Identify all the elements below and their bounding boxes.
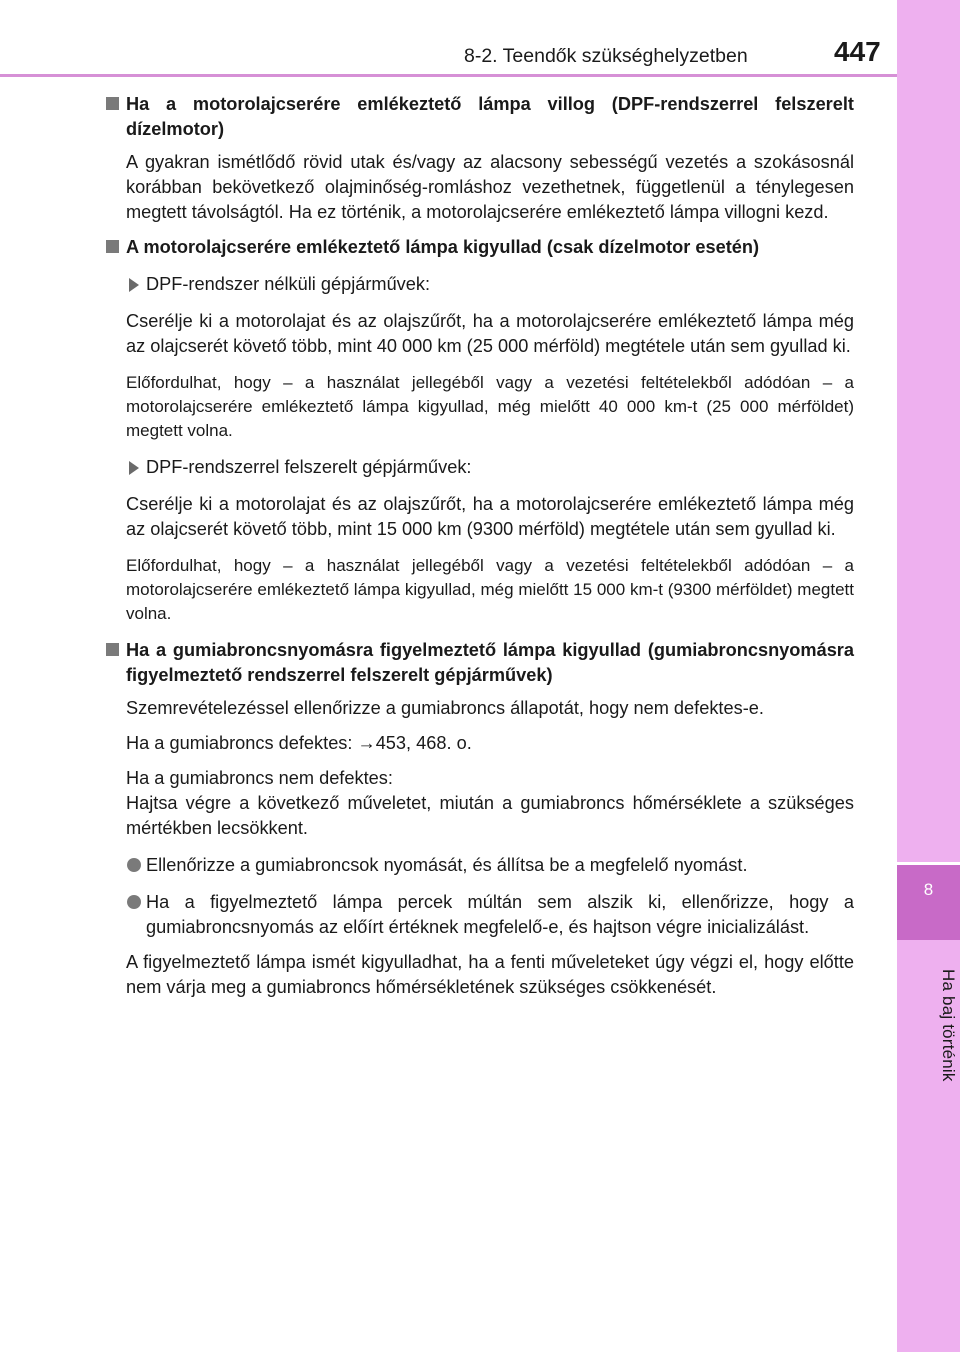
list-item [104, 853, 854, 878]
paragraph: Cserélje ki a motorolajat és az olajszűrőt, ha a motorolajcserére emlékeztető lámpa még az olajcserét követő több, mint 40 000 km (25 000 mérföld) megtétele után sem gyullad ki. [126, 311, 854, 356]
chapter-title: Ha baj történik [939, 968, 958, 1082]
chapter-tab-active[interactable] [897, 865, 960, 940]
subheading-text: DPF-rendszerrel felszerelt gépjárművek: [146, 457, 472, 477]
paragraph: Szemrevételezéssel ellenőrizze a gumiabroncs állapotát, hogy nem defektes-e. [126, 698, 764, 718]
chapter-number: 8 [923, 880, 934, 899]
section-heading-oil-lamp-on [104, 235, 854, 260]
page-content [104, 92, 854, 1000]
paragraph-page-reference: Ha a gumiabroncs defektes: →453, 468. o. [126, 733, 472, 753]
paragraph: Hajtsa végre a következő műveletet, miután a gumiabroncs hőmérséklete a szükséges mértékben lecsökkent. [126, 793, 854, 838]
section-title: 8-2. Teendők szükséghelyzetben [464, 45, 748, 67]
triangle-arrow-icon [129, 461, 139, 475]
note-paragraph: Előfordulhat, hogy – a használat jellegéből vagy a vezetési feltételekből adódóan – a motorolajcserére emlékeztető lámpa kigyullad, még mielőtt 40 000 km-t (25 000 mérföldet) megtett volna. [126, 373, 854, 440]
list-item-text: Ha a figyelmeztető lámpa percek múltán sem alszik ki, ellenőrizze, hogy a gumiabroncsnyomás az előírt értéknek megfelelő-e, és hajtson végre inicializálást. [146, 892, 854, 937]
paragraph: A gyakran ismétlődő rövid utak és/vagy az alacsony sebességű vezetés a szokásosnál korábban bekövetkező olajminőség-romláshoz vezethetnek, függetlenül a ténylegesen megtett távolságtól. Ha ez történik, a motorolajcserére emlékeztető lámpa villogni kezd. [126, 152, 854, 222]
subheading-no-dpf [104, 272, 854, 297]
page-number: 447 [834, 36, 881, 67]
heading-text: Ha a gumiabroncsnyomásra figyelmeztető lámpa kigyullad (gumiabroncsnyomásra figyelmeztető rendszerrel felszerelt gépjárművek) [126, 640, 854, 685]
chapter-side-tab [897, 0, 960, 1352]
square-bullet-icon [106, 240, 119, 253]
list-item-text: Ellenőrizze a gumiabroncsok nyomását, és állítsa be a megfelelő nyomást. [146, 855, 748, 875]
circle-bullet-icon [127, 858, 141, 872]
circle-bullet-icon [127, 895, 141, 909]
square-bullet-icon [106, 97, 119, 110]
heading-text: Ha a motorolajcserére emlékeztető lámpa villog (DPF-rendszerrel felszerelt dízelmotor) [126, 94, 854, 139]
subheading-with-dpf [104, 455, 854, 480]
subheading-text: DPF-rendszer nélküli gépjárművek: [146, 274, 431, 294]
triangle-arrow-icon [129, 278, 139, 292]
note-paragraph: Előfordulhat, hogy – a használat jellegéből vagy a vezetési feltételekből adódóan – a motorolajcserére emlékeztető lámpa kigyullad, még mielőtt 15 000 km-t (9300 mérföldet) megtett volna. [126, 556, 854, 623]
section-heading-dpf-oil-lamp-blinking [104, 92, 854, 142]
square-bullet-icon [106, 643, 119, 656]
heading-text: A motorolajcserére emlékeztető lámpa kigyullad (csak dízelmotor esetén) [126, 237, 760, 257]
paragraph: A figyelmeztető lámpa ismét kigyulladhat, ha a fenti műveleteket úgy végzi el, hogy előtte nem várja meg a gumiabroncs hőmérsékletének szükséges csökkenését. [126, 952, 854, 997]
paragraph: Cserélje ki a motorolajat és az olajszűrőt, ha a motorolajcserére emlékeztető lámpa még az olajcserét követő több, mint 15 000 km (9300 mérföld) megtétele után sem gyullad ki. [126, 494, 854, 539]
list-item [104, 890, 854, 940]
header-divider [0, 74, 897, 77]
paragraph: Ha a gumiabroncs nem defektes: [126, 768, 393, 788]
section-heading-tire-pressure-lamp [104, 638, 854, 688]
